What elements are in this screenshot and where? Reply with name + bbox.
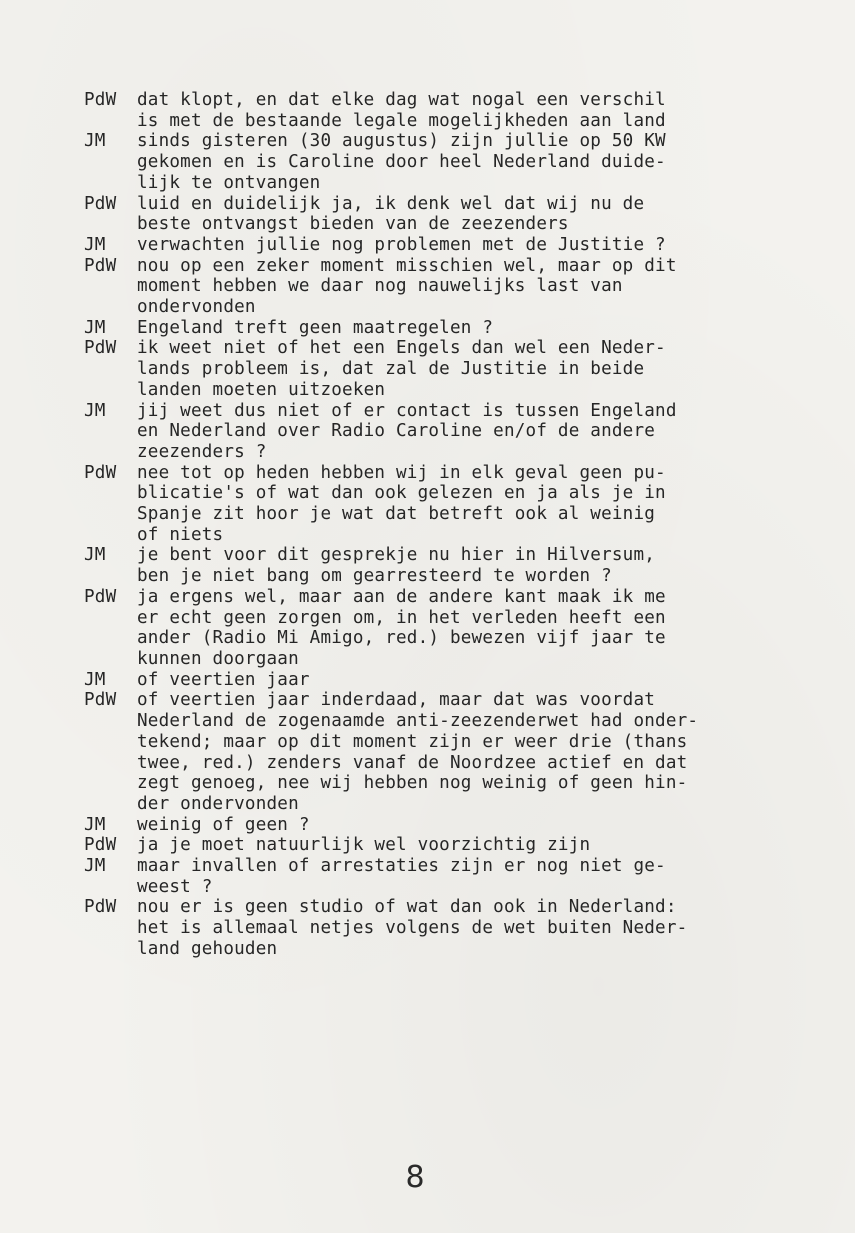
speech-line: ben je niet bang om gearresteerd te worden ? bbox=[137, 566, 612, 587]
speech-line: weinig of geen ? bbox=[137, 814, 310, 835]
speaker-label: JM bbox=[84, 856, 106, 877]
speech-line: ander (Radio Mi Amigo, red.) bewezen vijf jaar te bbox=[137, 628, 666, 649]
transcript-entry bbox=[84, 545, 844, 586]
transcript-entry bbox=[84, 338, 844, 400]
speech-line: weest ? bbox=[137, 876, 213, 897]
speech-text bbox=[137, 670, 844, 691]
speech-line: verwachten jullie nog problemen met de Justitie ? bbox=[137, 234, 666, 255]
speech-line: land gehouden bbox=[137, 938, 278, 959]
transcript-entry bbox=[84, 463, 844, 546]
speaker-label: JM bbox=[84, 669, 106, 690]
speaker-label: PdW bbox=[84, 690, 117, 711]
speaker-label: PdW bbox=[84, 338, 117, 359]
speaker-label: PdW bbox=[84, 255, 117, 276]
speech-text bbox=[137, 235, 844, 256]
transcript-entry bbox=[84, 256, 844, 318]
speaker-label: PdW bbox=[84, 835, 117, 856]
speech-text bbox=[137, 338, 844, 400]
speech-text bbox=[137, 256, 844, 318]
speaker-label: JM bbox=[84, 814, 106, 835]
speaker-label: PdW bbox=[84, 586, 117, 607]
speech-text bbox=[137, 90, 844, 131]
speech-line: lands probleem is, dat zal de Justitie in beide bbox=[137, 359, 645, 380]
transcript-entry bbox=[84, 194, 844, 235]
speech-line: je bent voor dit gesprekje nu hier in Hilversum, bbox=[137, 545, 656, 566]
transcript-entry bbox=[84, 235, 844, 256]
transcript-entry bbox=[84, 815, 844, 836]
speech-text bbox=[137, 587, 844, 670]
speaker-label: PdW bbox=[84, 90, 117, 110]
speech-line: tekend; maar op dit moment zijn er weer drie (thans bbox=[137, 731, 688, 752]
speech-line: jij weet dus niet of er contact is tussen Engeland bbox=[137, 400, 677, 421]
transcript-entry bbox=[84, 131, 844, 193]
speech-text bbox=[137, 463, 844, 546]
speech-line: der ondervonden bbox=[137, 793, 299, 814]
speech-line: lijk te ontvangen bbox=[137, 172, 321, 193]
speaker-label: JM bbox=[84, 400, 106, 421]
speech-line: ja je moet natuurlijk wel voorzichtig zijn bbox=[137, 835, 591, 856]
speech-line: luid en duidelijk ja, ik denk wel dat wij nu de bbox=[137, 193, 645, 214]
speech-line: dat klopt, en dat elke dag wat nogal een verschil bbox=[137, 90, 666, 110]
speech-line: beste ontvangst bieden van de zeezenders bbox=[137, 214, 569, 235]
speech-line: nou er is geen studio of wat dan ook in Nederland: bbox=[137, 897, 677, 918]
speech-line: maar invallen of arrestaties zijn er nog niet ge- bbox=[137, 856, 666, 877]
transcript-entry bbox=[84, 401, 844, 463]
speech-line: moment hebben we daar nog nauwelijks last van bbox=[137, 276, 623, 297]
speech-line: ja ergens wel, maar aan de andere kant maak ik me bbox=[137, 586, 666, 607]
speech-line: nee tot op heden hebben wij in elk geval geen pu- bbox=[137, 462, 666, 483]
transcript-entry bbox=[84, 90, 844, 131]
speech-line: of niets bbox=[137, 524, 224, 545]
speech-line: Engeland treft geen maatregelen ? bbox=[137, 317, 494, 338]
speech-line: zegt genoeg, nee wij hebben nog weinig of geen hin- bbox=[137, 773, 688, 794]
speaker-label: PdW bbox=[84, 193, 117, 214]
speech-line: kunnen doorgaan bbox=[137, 648, 299, 669]
speech-line: gekomen en is Caroline door heel Nederland duide- bbox=[137, 152, 666, 173]
speaker-label: JM bbox=[84, 131, 106, 152]
interview-transcript bbox=[84, 90, 844, 960]
speech-line: nou op een zeker moment misschien wel, maar op dit bbox=[137, 255, 677, 276]
speaker-label: JM bbox=[84, 234, 106, 255]
speech-line: het is allemaal netjes volgens de wet buiten Neder- bbox=[137, 918, 688, 939]
transcript-entry bbox=[84, 690, 844, 814]
transcript-entry bbox=[84, 587, 844, 670]
speech-line: zeezenders ? bbox=[137, 441, 267, 462]
speech-line: of veertien jaar inderdaad, maar dat was voordat bbox=[137, 690, 656, 711]
speech-line: en Nederland over Radio Caroline en/of de andere bbox=[137, 421, 656, 442]
transcript-entry bbox=[84, 856, 844, 897]
speech-line: twee, red.) zenders vanaf de Noordzee actief en dat bbox=[137, 752, 688, 773]
speech-text bbox=[137, 318, 844, 339]
speech-line: landen moeten uitzoeken bbox=[137, 379, 386, 400]
transcript-entry bbox=[84, 835, 844, 856]
speaker-label: PdW bbox=[84, 897, 117, 918]
speech-line: ondervonden bbox=[137, 297, 256, 318]
speech-line: is met de bestaande legale mogelijkheden aan land bbox=[137, 110, 666, 131]
transcript-entry bbox=[84, 897, 844, 959]
speech-line: Nederland de zogenaamde anti-zeezenderwet had onder- bbox=[137, 711, 699, 732]
speech-line: of veertien jaar bbox=[137, 669, 310, 690]
speech-text bbox=[137, 835, 844, 856]
speech-text bbox=[137, 401, 844, 463]
speaker-label: JM bbox=[84, 545, 106, 566]
speech-line: sinds gisteren (30 augustus) zijn jullie op 50 KW bbox=[137, 131, 666, 152]
speech-line: Spanje zit hoor je wat dat betreft ook al weinig bbox=[137, 504, 656, 525]
speaker-label: JM bbox=[84, 317, 106, 338]
speech-text bbox=[137, 545, 844, 586]
speech-line: er echt geen zorgen om, in het verleden heeft een bbox=[137, 607, 666, 628]
speech-line: ik weet niet of het een Engels dan wel een Neder- bbox=[137, 338, 666, 359]
speaker-label: PdW bbox=[84, 462, 117, 483]
page-number: 8 bbox=[405, 1160, 425, 1195]
speech-text bbox=[137, 131, 844, 193]
speech-text bbox=[137, 856, 844, 897]
speech-text bbox=[137, 897, 844, 959]
transcript-entry bbox=[84, 318, 844, 339]
transcript-entry bbox=[84, 670, 844, 691]
speech-text bbox=[137, 815, 844, 836]
speech-text bbox=[137, 690, 844, 814]
speech-text bbox=[137, 194, 844, 235]
speech-line: blicatie's of wat dan ook gelezen en ja als je in bbox=[137, 483, 666, 504]
